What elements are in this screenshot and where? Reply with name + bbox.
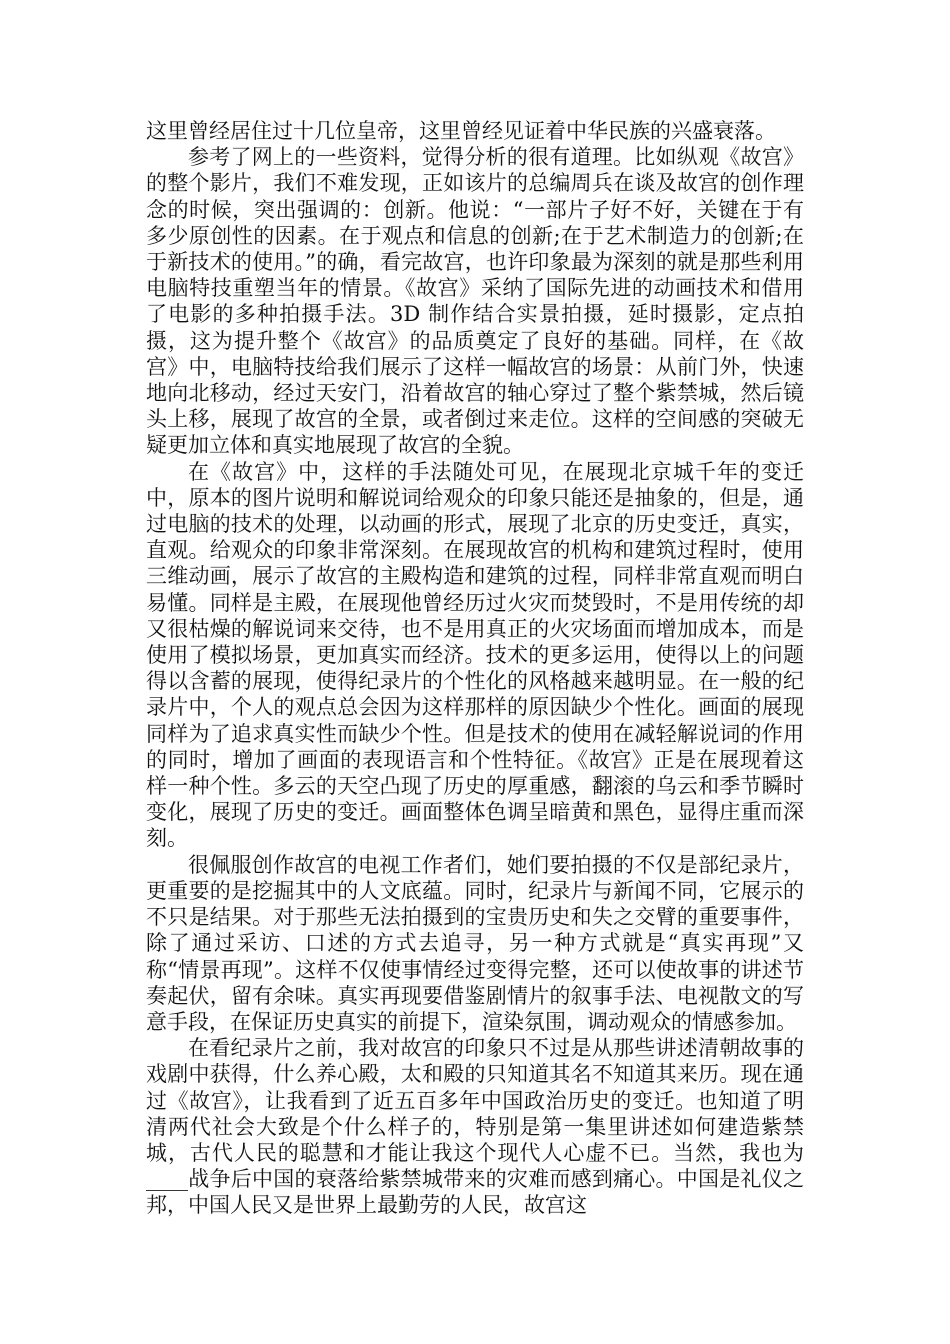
- paragraph-4: 很佩服创作故宫的电视工作者们，她们要拍摄的不仅是部纪录片，更重要的是挖掘其中的人文底蕴。同时，纪录片与新闻不同，它展示的不只是结果。对于那些无法拍摄到的宝贵历史和失之交臂的重要事件，除了通过采访、口述的方式去追寻，另一种方式就是“真实再现”又称“情景再现”。这样不仅使事情经过变得完整，还可以使故事的讲述节奏起伏，留有余味。真实再现要借鉴剧情片的叙事手法、电视散文的写意手段，在保证历史真实的前提下，渲染氛围，调动观众的情感参加。: [146, 852, 804, 1034]
- document-body: [146, 118, 804, 1219]
- paragraph-3: 在《故宫》中，这样的手法随处可见，在展现北京城千年的变迁中，原本的图片说明和解说词给观众的印象只能还是抽象的，但是，通过电脑的技术的处理，以动画的形式，展现了北京的历史变迁，真实，直观。给观众的印象非常深刻。在展现故宫的机构和建筑过程时，使用三维动画，展示了故宫的主殿构造和建筑的过程，同样非常直观而明白易懂。同样是主殿，在展现他曾经历过火灾而焚毁时，不是用传统的却又很枯燥的解说词来交待，也不是用真正的火灾场面而增加成本，而是使用了模拟场景，更加真实而经济。技术的更多运用，使得以上的问题得以含蓄的展现，使得纪录片的个性化的风格越来越明显。在一般的纪录片中，个人的观点总会因为这样那样的原因缺少个性化。画面的展现同样为了追求真实性而缺少个性。但是技术的使用在减轻解说词的作用的同时，增加了画面的表现语言和个性特征。《故宫》正是在展现着这样一种个性。多云的天空凸现了历史的厚重感，翻滚的乌云和季节瞬时变化，展现了历史的变迁。画面整体色调呈暗黄和黑色，显得庄重而深刻。: [146, 459, 804, 851]
- paragraph-5: 在看纪录片之前，我对故宫的印象只不过是从那些讲述清朝故事的戏剧中获得，什么养心殿，太和殿的只知道其名不知道其来历。现在通过《故宫》，让我看到了近五百多年中国政治历史的变迁。也知道了明清两代社会大致是个什么样子的，特别是第一集里讲述如何建造紫禁城，古代人民的聪慧和才能让我这个现代人心虚不已。当然，我也为____战争后中国的衰落给紫禁城带来的灾难而感到痛心。中国是礼仪之邦，中国人民又是世界上最勤劳的人民，故宫这: [146, 1036, 804, 1218]
- paragraph-2: 参考了网上的一些资料，觉得分析的很有道理。比如纵观《故宫》的整个影片，我们不难发现，正如该片的总编周兵在谈及故宫的创作理念的时候，突出强调的：创新。他说：“一部片子好不好，关键在于有多少原创性的因素。在于观点和信息的创新;在于艺术制造力的创新;在于新技术的使用。”的确，看完故宫，也许印象最为深刻的就是那些利用电脑特技重塑当年的情景。《故宫》采纳了国际先进的动画技术和借用了电影的多种拍摄手法。3D 制作结合实景拍摄，延时摄影，定点拍摄，这为提升整个《故宫》的品质奠定了良好的基础。同样，在《故宫》中，电脑特技给我们展示了这样一幅故宫的场景：从前门外，快速地向北移动，经过天安门，沿着故宫的轴心穿过了整个紫禁城，然后镜头上移，展现了故宫的全景，或者倒过来走位。这样的空间感的突破无疑更加立体和真实地展现了故宫的全貌。: [146, 145, 804, 458]
- paragraph-1: 这里曾经居住过十几位皇帝，这里曾经见证着中华民族的兴盛衰落。: [146, 119, 776, 143]
